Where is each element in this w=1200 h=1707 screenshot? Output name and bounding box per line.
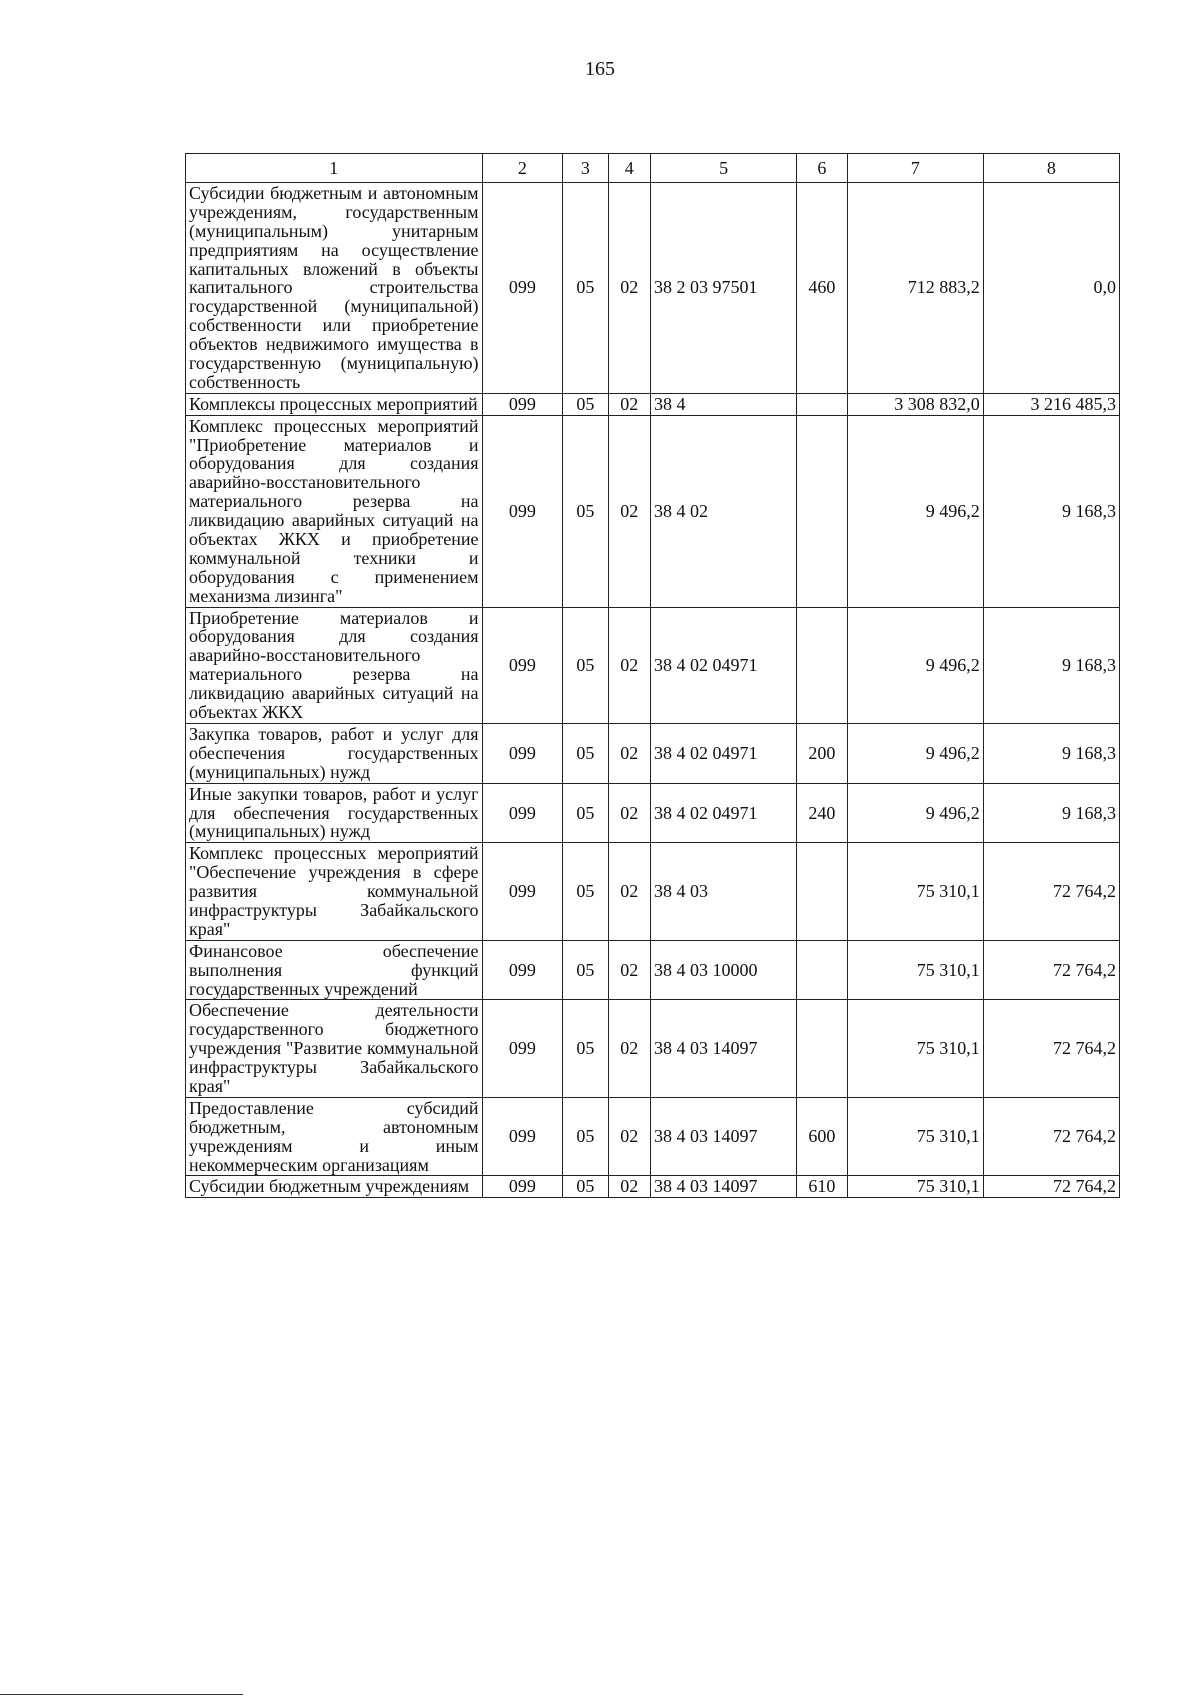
- cell-amount-8: 72 764,2: [983, 1000, 1119, 1097]
- cell-subsection: 02: [608, 723, 650, 783]
- cell-amount-8: 72 764,2: [983, 1097, 1119, 1176]
- cell-target-article: 38 4 03: [650, 843, 796, 940]
- cell-ministry: 099: [482, 723, 563, 783]
- cell-expense-type: [797, 940, 847, 1000]
- table-row: [186, 183, 1120, 394]
- footer-divider: [0, 1694, 243, 1695]
- cell-amount-8: 9 168,3: [983, 415, 1119, 607]
- cell-section: 05: [563, 1097, 608, 1176]
- cell-ministry: 099: [482, 940, 563, 1000]
- cell-expense-type: 200: [797, 723, 847, 783]
- row-name: Приобретение материалов и оборудования для создания аварийно-восстановительного материального резерва на ликвидацию аварийных ситуаций на объектах ЖКХ: [186, 607, 483, 723]
- row-name: Комплексы процессных мероприятий: [186, 393, 483, 415]
- cell-subsection: 02: [608, 940, 650, 1000]
- cell-section: 05: [563, 940, 608, 1000]
- cell-amount-7: 75 310,1: [847, 1176, 983, 1198]
- cell-subsection: 02: [608, 1176, 650, 1198]
- cell-amount-8: 3 216 485,3: [983, 393, 1119, 415]
- cell-amount-7: 75 310,1: [847, 940, 983, 1000]
- cell-amount-8: 0,0: [983, 183, 1119, 394]
- table-row: [186, 1176, 1120, 1198]
- cell-ministry: 099: [482, 783, 563, 843]
- cell-subsection: 02: [608, 1000, 650, 1097]
- table-body: [186, 183, 1120, 1198]
- table-row: [186, 415, 1120, 607]
- cell-ministry: 099: [482, 1000, 563, 1097]
- cell-amount-7: 9 496,2: [847, 783, 983, 843]
- cell-amount-7: 75 310,1: [847, 1000, 983, 1097]
- row-name: Предоставление субсидий бюджетным, автономным учреждениям и иным некоммерческим организациям: [186, 1097, 483, 1176]
- cell-subsection: 02: [608, 393, 650, 415]
- cell-section: 05: [563, 1000, 608, 1097]
- column-header-1: 1: [186, 154, 483, 183]
- row-name: Субсидии бюджетным и автономным учреждениям, государственным (муниципальным) унитарным предприятиям на осуществление капитальных вложений в объекты капитального строительства государственной (муниципальной) собственности или приобретение объектов недвижимого имущества в государственную (муниципальную) собственность: [186, 183, 483, 394]
- cell-amount-7: 9 496,2: [847, 415, 983, 607]
- cell-amount-8: 72 764,2: [983, 1176, 1119, 1198]
- cell-target-article: 38 2 03 97501: [650, 183, 796, 394]
- cell-expense-type: 240: [797, 783, 847, 843]
- row-name: Иные закупки товаров, работ и услуг для обеспечения государственных (муниципальных) нужд: [186, 783, 483, 843]
- cell-expense-type: [797, 1000, 847, 1097]
- cell-amount-7: 9 496,2: [847, 723, 983, 783]
- cell-target-article: 38 4 03 14097: [650, 1097, 796, 1176]
- cell-target-article: 38 4 02: [650, 415, 796, 607]
- budget-table: [185, 153, 1120, 1198]
- cell-target-article: 38 4 02 04971: [650, 607, 796, 723]
- column-header-2: 2: [482, 154, 563, 183]
- cell-ministry: 099: [482, 183, 563, 394]
- cell-ministry: 099: [482, 1176, 563, 1198]
- cell-ministry: 099: [482, 843, 563, 940]
- cell-subsection: 02: [608, 415, 650, 607]
- page-number: 165: [585, 58, 615, 80]
- row-name: Субсидии бюджетным учреждениям: [186, 1176, 483, 1198]
- cell-section: 05: [563, 723, 608, 783]
- cell-expense-type: [797, 415, 847, 607]
- cell-ministry: 099: [482, 393, 563, 415]
- column-header-7: 7: [847, 154, 983, 183]
- cell-subsection: 02: [608, 183, 650, 394]
- table-header: [186, 154, 1120, 183]
- cell-expense-type: [797, 393, 847, 415]
- cell-amount-7: 75 310,1: [847, 843, 983, 940]
- cell-expense-type: [797, 607, 847, 723]
- column-header-5: 5: [650, 154, 796, 183]
- cell-target-article: 38 4 03 10000: [650, 940, 796, 1000]
- cell-amount-8: 9 168,3: [983, 783, 1119, 843]
- cell-ministry: 099: [482, 1097, 563, 1176]
- cell-section: 05: [563, 183, 608, 394]
- cell-amount-8: 72 764,2: [983, 843, 1119, 940]
- cell-target-article: 38 4 02 04971: [650, 783, 796, 843]
- row-name: Комплекс процессных мероприятий "Приобретение материалов и оборудования для создания аварийно-восстановительного материального резерва на ликвидацию аварийных ситуаций на объектах ЖКХ и приобретение коммунальной техники и оборудования с применением механизма лизинга": [186, 415, 483, 607]
- table-row: [186, 607, 1120, 723]
- cell-amount-7: 75 310,1: [847, 1097, 983, 1176]
- table-row: [186, 723, 1120, 783]
- cell-section: 05: [563, 415, 608, 607]
- cell-section: 05: [563, 393, 608, 415]
- cell-expense-type: [797, 843, 847, 940]
- cell-amount-8: 9 168,3: [983, 723, 1119, 783]
- cell-ministry: 099: [482, 415, 563, 607]
- cell-expense-type: 600: [797, 1097, 847, 1176]
- row-name: Обеспечение деятельности государственного бюджетного учреждения "Развитие коммунальной инфраструктуры Забайкальского края": [186, 1000, 483, 1097]
- cell-ministry: 099: [482, 607, 563, 723]
- column-header-3: 3: [563, 154, 608, 183]
- column-header-6: 6: [797, 154, 847, 183]
- row-name: Закупка товаров, работ и услуг для обеспечения государственных (муниципальных) нужд: [186, 723, 483, 783]
- cell-section: 05: [563, 1176, 608, 1198]
- table-row: [186, 783, 1120, 843]
- header-row: [186, 154, 1120, 183]
- cell-target-article: 38 4 02 04971: [650, 723, 796, 783]
- table-row: [186, 940, 1120, 1000]
- cell-target-article: 38 4 03 14097: [650, 1176, 796, 1198]
- cell-section: 05: [563, 607, 608, 723]
- table-row: [186, 393, 1120, 415]
- cell-section: 05: [563, 843, 608, 940]
- cell-amount-7: 712 883,2: [847, 183, 983, 394]
- row-name: Комплекс процессных мероприятий "Обеспечение учреждения в сфере развития коммунальной инфраструктуры Забайкальского края": [186, 843, 483, 940]
- column-header-8: 8: [983, 154, 1119, 183]
- column-header-4: 4: [608, 154, 650, 183]
- cell-section: 05: [563, 783, 608, 843]
- row-name: Финансовое обеспечение выполнения функций государственных учреждений: [186, 940, 483, 1000]
- table-row: [186, 843, 1120, 940]
- cell-expense-type: 460: [797, 183, 847, 394]
- table-row: [186, 1000, 1120, 1097]
- cell-subsection: 02: [608, 607, 650, 723]
- cell-target-article: 38 4: [650, 393, 796, 415]
- cell-expense-type: 610: [797, 1176, 847, 1198]
- table-row: [186, 1097, 1120, 1176]
- cell-subsection: 02: [608, 843, 650, 940]
- cell-subsection: 02: [608, 1097, 650, 1176]
- cell-subsection: 02: [608, 783, 650, 843]
- cell-target-article: 38 4 03 14097: [650, 1000, 796, 1097]
- cell-amount-7: 9 496,2: [847, 607, 983, 723]
- cell-amount-7: 3 308 832,0: [847, 393, 983, 415]
- cell-amount-8: 9 168,3: [983, 607, 1119, 723]
- cell-amount-8: 72 764,2: [983, 940, 1119, 1000]
